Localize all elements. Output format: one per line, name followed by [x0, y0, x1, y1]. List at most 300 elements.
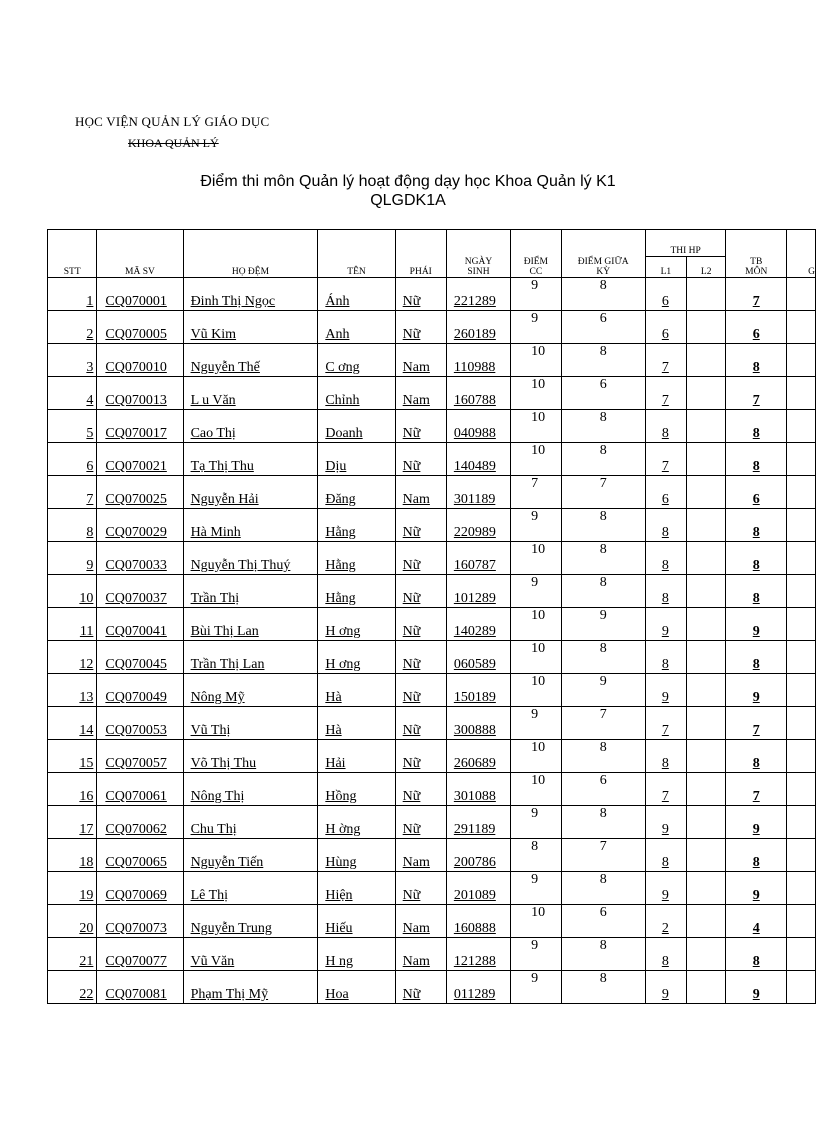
- row-tb-mon: [726, 311, 787, 344]
- row-phai-text: Nữ: [402, 657, 421, 672]
- row-tb-mon-text: 9: [752, 822, 760, 837]
- row-tb-mon-text: 8: [752, 855, 760, 870]
- row-diem-cc: [511, 905, 562, 938]
- row-ma-sv: [97, 344, 183, 377]
- row-ho-dem-text: Võ Thị Thu: [190, 756, 257, 771]
- row-extra: [787, 344, 816, 377]
- row-l1: [645, 377, 686, 410]
- col-phai: PHÁI: [395, 230, 446, 278]
- row-ten-text: Hoa: [325, 987, 349, 1002]
- row-extra: [787, 641, 816, 674]
- row-tb-mon-text: 8: [752, 954, 760, 969]
- row-tb-mon-text: 8: [752, 591, 760, 606]
- row-l1-text: 7: [661, 393, 669, 408]
- row-ho-dem: [183, 806, 318, 839]
- row-l2: [686, 641, 726, 674]
- row-ma-sv-text: CQ070037: [105, 591, 167, 606]
- row-ngay-sinh: [446, 410, 510, 443]
- row-ho-dem-text: Vũ Thị: [190, 723, 231, 738]
- row-ho-dem: [183, 707, 318, 740]
- row-diem-cc: [511, 707, 562, 740]
- row-phai: [395, 443, 446, 476]
- row-ngay-sinh: [446, 740, 510, 773]
- table-row: [48, 872, 816, 905]
- row-tb-mon: [726, 410, 787, 443]
- row-stt: [48, 641, 97, 674]
- row-ten: [318, 311, 395, 344]
- row-ten-text: Hà: [325, 723, 342, 738]
- row-diem-cc-text: 9: [531, 575, 539, 590]
- row-l1-text: 8: [661, 591, 669, 606]
- row-l1-text: 8: [661, 525, 669, 540]
- row-l2: [686, 509, 726, 542]
- title-line-2: QLGDK1A: [370, 192, 446, 209]
- col-ma-sv: MÃ SV: [97, 230, 183, 278]
- row-phai: [395, 740, 446, 773]
- table-row: [48, 608, 816, 641]
- row-ma-sv-text: CQ070069: [105, 888, 167, 903]
- row-ho-dem: [183, 410, 318, 443]
- row-diem-cc: [511, 410, 562, 443]
- row-diem-giua-ky: [561, 608, 645, 641]
- row-stt-text: 21: [79, 954, 94, 969]
- row-l1-text: 7: [661, 723, 669, 738]
- row-tb-mon: [726, 971, 787, 1004]
- row-extra: [787, 773, 816, 806]
- row-diem-giua-ky-text: 8: [599, 344, 607, 359]
- row-stt-text: 5: [86, 426, 94, 441]
- row-diem-cc-text: 9: [531, 707, 539, 722]
- row-ma-sv-text: CQ070025: [105, 492, 167, 507]
- row-diem-cc: [511, 641, 562, 674]
- row-phai-text: Nữ: [402, 591, 421, 606]
- row-phai: [395, 806, 446, 839]
- row-ten: [318, 641, 395, 674]
- table-row: [48, 773, 816, 806]
- row-phai-text: Nữ: [402, 426, 421, 441]
- row-ho-dem-text: Nguyễn Hải: [190, 492, 259, 507]
- row-tb-mon: [726, 839, 787, 872]
- row-diem-cc: [511, 608, 562, 641]
- col-ngay-sinh: NGÀY SINH: [446, 230, 510, 278]
- row-stt-text: 14: [79, 723, 94, 738]
- row-ten: [318, 377, 395, 410]
- row-ho-dem-text: Nguyễn Trung: [190, 921, 272, 936]
- row-ma-sv-text: CQ070049: [105, 690, 167, 705]
- row-ngay-sinh: [446, 905, 510, 938]
- row-l1: [645, 608, 686, 641]
- row-stt-text: 17: [79, 822, 94, 837]
- row-stt-text: 1: [86, 294, 94, 309]
- row-diem-cc-text: 10: [531, 344, 546, 359]
- row-phai-text: Nữ: [402, 756, 421, 771]
- row-ho-dem-text: Phạm Thị Mỹ: [190, 987, 269, 1002]
- row-diem-cc: [511, 542, 562, 575]
- row-diem-cc-text: 10: [531, 674, 546, 689]
- row-ngay-sinh-text: 291189: [453, 822, 496, 837]
- row-l2: [686, 608, 726, 641]
- row-phai: [395, 377, 446, 410]
- row-ma-sv: [97, 740, 183, 773]
- row-ten: [318, 806, 395, 839]
- row-ho-dem: [183, 971, 318, 1004]
- row-stt-text: 15: [79, 756, 94, 771]
- row-tb-mon-text: 8: [752, 360, 760, 375]
- row-phai: [395, 410, 446, 443]
- row-phai: [395, 641, 446, 674]
- row-extra: [787, 509, 816, 542]
- row-ho-dem: [183, 938, 318, 971]
- row-ma-sv-text: CQ070021: [105, 459, 167, 474]
- row-tb-mon-text: 9: [752, 690, 760, 705]
- row-tb-mon-text: 7: [752, 294, 760, 309]
- row-ngay-sinh: [446, 971, 510, 1004]
- row-ho-dem-text: Nông Thị: [190, 789, 245, 804]
- row-l1-text: 8: [661, 426, 669, 441]
- row-phai: [395, 344, 446, 377]
- row-phai-text: Nữ: [402, 327, 421, 342]
- table-row: [48, 476, 816, 509]
- row-diem-giua-ky: [561, 278, 645, 311]
- row-diem-cc: [511, 443, 562, 476]
- row-diem-giua-ky-text: 8: [599, 641, 607, 656]
- row-ngay-sinh-text: 260189: [453, 327, 496, 342]
- table-row: [48, 278, 816, 311]
- row-tb-mon-text: 7: [752, 789, 760, 804]
- row-ma-sv-text: CQ070065: [105, 855, 167, 870]
- row-diem-giua-ky-text: 6: [599, 773, 607, 788]
- row-tb-mon: [726, 443, 787, 476]
- row-tb-mon: [726, 509, 787, 542]
- row-ma-sv: [97, 773, 183, 806]
- row-ten: [318, 344, 395, 377]
- row-ma-sv: [97, 707, 183, 740]
- row-ngay-sinh-text: 121288: [453, 954, 496, 969]
- row-diem-giua-ky-text: 7: [599, 707, 607, 722]
- row-ma-sv: [97, 443, 183, 476]
- row-tb-mon-text: 4: [752, 921, 760, 936]
- row-stt-text: 11: [79, 624, 94, 639]
- row-extra: [787, 707, 816, 740]
- row-ma-sv: [97, 311, 183, 344]
- row-diem-cc: [511, 311, 562, 344]
- row-diem-giua-ky: [561, 344, 645, 377]
- table-row: [48, 377, 816, 410]
- row-tb-mon-text: 8: [752, 459, 760, 474]
- row-l1: [645, 476, 686, 509]
- row-ma-sv-text: CQ070061: [105, 789, 167, 804]
- row-l2: [686, 410, 726, 443]
- row-stt-text: 22: [79, 987, 94, 1002]
- row-diem-giua-ky: [561, 674, 645, 707]
- row-l1: [645, 707, 686, 740]
- row-diem-giua-ky-text: 8: [599, 443, 607, 458]
- row-diem-cc-text: 10: [531, 773, 546, 788]
- row-stt-text: 19: [79, 888, 94, 903]
- row-ten: [318, 740, 395, 773]
- table-row: [48, 542, 816, 575]
- row-diem-cc: [511, 740, 562, 773]
- row-diem-giua-ky-text: 8: [599, 410, 607, 425]
- row-l2: [686, 773, 726, 806]
- row-extra: [787, 443, 816, 476]
- row-ten: [318, 773, 395, 806]
- row-stt-text: 9: [86, 558, 94, 573]
- page-title: [0, 172, 816, 210]
- row-phai: [395, 278, 446, 311]
- row-phai: [395, 476, 446, 509]
- row-diem-giua-ky: [561, 311, 645, 344]
- row-tb-mon-text: 6: [752, 327, 760, 342]
- row-phai: [395, 509, 446, 542]
- row-ho-dem: [183, 905, 318, 938]
- row-tb-mon-text: 6: [752, 492, 760, 507]
- row-l2: [686, 707, 726, 740]
- row-l2: [686, 872, 726, 905]
- row-diem-cc-text: 9: [531, 509, 539, 524]
- row-ten-text: Ánh: [325, 294, 350, 309]
- row-phai: [395, 707, 446, 740]
- row-ten: [318, 575, 395, 608]
- row-extra: [787, 608, 816, 641]
- row-ho-dem: [183, 344, 318, 377]
- row-l1-text: 8: [661, 657, 669, 672]
- row-ten-text: Hùng: [325, 855, 357, 870]
- row-ma-sv: [97, 509, 183, 542]
- row-ten-text: Hằng: [325, 558, 356, 573]
- row-phai-text: Nữ: [402, 723, 421, 738]
- row-diem-cc: [511, 872, 562, 905]
- row-tb-mon-text: 9: [752, 987, 760, 1002]
- row-ngay-sinh-text: 201089: [453, 888, 496, 903]
- row-ngay-sinh-text: 140289: [453, 624, 496, 639]
- row-ma-sv: [97, 839, 183, 872]
- row-phai-text: Nam: [402, 954, 430, 969]
- row-ngay-sinh-text: 200786: [453, 855, 496, 870]
- row-diem-cc-text: 10: [531, 542, 546, 557]
- row-phai: [395, 773, 446, 806]
- row-ma-sv: [97, 905, 183, 938]
- row-stt-text: 4: [86, 393, 94, 408]
- row-l1: [645, 641, 686, 674]
- row-ho-dem-text: Nông Mỹ: [190, 690, 245, 705]
- row-ma-sv-text: CQ070033: [105, 558, 167, 573]
- row-diem-giua-ky: [561, 905, 645, 938]
- row-diem-giua-ky: [561, 509, 645, 542]
- row-ngay-sinh-text: 160787: [453, 558, 496, 573]
- table-row: [48, 575, 816, 608]
- row-ma-sv: [97, 278, 183, 311]
- grades-table: [47, 229, 816, 1004]
- table-row: [48, 641, 816, 674]
- table-row: [48, 674, 816, 707]
- row-stt: [48, 344, 97, 377]
- row-stt: [48, 905, 97, 938]
- row-stt: [48, 542, 97, 575]
- row-ma-sv: [97, 377, 183, 410]
- row-l1-text: 8: [661, 756, 669, 771]
- row-ten: [318, 542, 395, 575]
- col-ho-dem: HỌ ĐỆM: [183, 230, 318, 278]
- row-ngay-sinh: [446, 575, 510, 608]
- row-stt: [48, 476, 97, 509]
- row-ma-sv-text: CQ070010: [105, 360, 167, 375]
- row-diem-giua-ky-text: 8: [599, 938, 607, 953]
- row-diem-giua-ky-text: 9: [599, 674, 607, 689]
- row-l1: [645, 542, 686, 575]
- row-extra: [787, 476, 816, 509]
- row-ten: [318, 443, 395, 476]
- row-diem-giua-ky: [561, 806, 645, 839]
- row-l1-text: 8: [661, 855, 669, 870]
- row-ten: [318, 905, 395, 938]
- row-stt-text: 3: [86, 360, 94, 375]
- row-ten-text: Anh: [325, 327, 350, 342]
- row-diem-giua-ky-text: 6: [599, 905, 607, 920]
- row-diem-cc-text: 10: [531, 740, 546, 755]
- row-l1-text: 2: [661, 921, 669, 936]
- row-tb-mon: [726, 641, 787, 674]
- row-stt: [48, 740, 97, 773]
- row-phai-text: Nam: [402, 393, 430, 408]
- row-stt-text: 8: [86, 525, 94, 540]
- row-ngay-sinh: [446, 443, 510, 476]
- row-ten: [318, 938, 395, 971]
- row-ho-dem: [183, 443, 318, 476]
- row-diem-cc-text: 7: [531, 476, 539, 491]
- row-diem-giua-ky-text: 8: [599, 971, 607, 986]
- row-diem-cc-text: 9: [531, 938, 539, 953]
- row-ma-sv: [97, 542, 183, 575]
- row-diem-giua-ky-text: 8: [599, 575, 607, 590]
- row-l1-text: 6: [661, 294, 669, 309]
- row-ngay-sinh: [446, 344, 510, 377]
- row-phai-text: Nam: [402, 492, 430, 507]
- row-ma-sv: [97, 641, 183, 674]
- row-stt: [48, 806, 97, 839]
- row-ma-sv-text: CQ070045: [105, 657, 167, 672]
- row-ngay-sinh: [446, 608, 510, 641]
- row-diem-cc: [511, 476, 562, 509]
- row-l1: [645, 311, 686, 344]
- row-l1-text: 6: [661, 327, 669, 342]
- row-l2: [686, 476, 726, 509]
- row-phai: [395, 938, 446, 971]
- row-l2: [686, 344, 726, 377]
- row-stt-text: 20: [79, 921, 94, 936]
- row-l1-text: 8: [661, 954, 669, 969]
- row-stt: [48, 575, 97, 608]
- row-stt-text: 6: [86, 459, 94, 474]
- row-phai: [395, 311, 446, 344]
- row-ngay-sinh-text: 221289: [453, 294, 496, 309]
- table-row: [48, 509, 816, 542]
- row-phai: [395, 839, 446, 872]
- row-l1-text: 9: [661, 690, 669, 705]
- row-l1: [645, 410, 686, 443]
- title-line-1: Điểm thi môn Quản lý hoạt động dạy học Khoa Quản lý K1: [200, 173, 616, 190]
- row-ngay-sinh: [446, 377, 510, 410]
- row-l1: [645, 905, 686, 938]
- row-ten: [318, 707, 395, 740]
- row-ten-text: Doanh: [325, 426, 363, 441]
- row-ho-dem-text: Chu Thị: [190, 822, 237, 837]
- row-ma-sv-text: CQ070001: [105, 294, 167, 309]
- row-ten: [318, 278, 395, 311]
- row-diem-giua-ky-text: 8: [599, 278, 607, 293]
- row-diem-giua-ky: [561, 773, 645, 806]
- row-l2: [686, 971, 726, 1004]
- row-tb-mon: [726, 740, 787, 773]
- row-ho-dem: [183, 377, 318, 410]
- row-phai-text: Nữ: [402, 624, 421, 639]
- row-ho-dem-text: Nguyễn Thế: [190, 360, 260, 375]
- row-tb-mon-text: 8: [752, 756, 760, 771]
- row-diem-giua-ky: [561, 410, 645, 443]
- row-tb-mon: [726, 938, 787, 971]
- row-ten-text: H ơng: [325, 657, 361, 672]
- row-ho-dem-text: Vũ Kim: [190, 327, 237, 342]
- row-ngay-sinh-text: 300888: [453, 723, 496, 738]
- row-diem-cc: [511, 674, 562, 707]
- row-ma-sv: [97, 608, 183, 641]
- col-tb-mon: TB MÔN: [726, 230, 787, 278]
- row-ten-text: Hiện: [325, 888, 353, 903]
- row-ma-sv: [97, 410, 183, 443]
- row-ho-dem-text: Tạ Thị Thu: [190, 459, 254, 474]
- row-phai-text: Nam: [402, 855, 430, 870]
- row-ho-dem: [183, 839, 318, 872]
- row-ho-dem: [183, 773, 318, 806]
- row-diem-cc-text: 9: [531, 311, 539, 326]
- row-diem-cc-text: 9: [531, 971, 539, 986]
- row-tb-mon: [726, 608, 787, 641]
- row-diem-giua-ky: [561, 971, 645, 1004]
- row-diem-cc-text: 10: [531, 641, 546, 656]
- row-diem-giua-ky-text: 6: [599, 377, 607, 392]
- table-row: [48, 905, 816, 938]
- row-ten: [318, 971, 395, 1004]
- row-ngay-sinh-text: 160888: [453, 921, 496, 936]
- row-stt-text: 13: [79, 690, 94, 705]
- row-ngay-sinh: [446, 641, 510, 674]
- row-ma-sv: [97, 806, 183, 839]
- row-l1-text: 9: [661, 822, 669, 837]
- row-tb-mon-text: 8: [752, 657, 760, 672]
- row-diem-giua-ky-text: 6: [599, 311, 607, 326]
- row-diem-cc: [511, 377, 562, 410]
- row-extra: [787, 971, 816, 1004]
- row-diem-giua-ky-text: 8: [599, 740, 607, 755]
- row-l1-text: 7: [661, 360, 669, 375]
- row-diem-giua-ky-text: 8: [599, 806, 607, 821]
- row-stt: [48, 839, 97, 872]
- row-diem-giua-ky: [561, 476, 645, 509]
- row-stt: [48, 938, 97, 971]
- row-diem-giua-ky: [561, 542, 645, 575]
- row-ngay-sinh: [446, 476, 510, 509]
- row-diem-cc-text: 10: [531, 377, 546, 392]
- row-diem-cc: [511, 575, 562, 608]
- row-phai-text: Nữ: [402, 987, 421, 1002]
- row-ho-dem-text: Lê Thị: [190, 888, 229, 903]
- row-phai: [395, 674, 446, 707]
- row-tb-mon: [726, 674, 787, 707]
- row-l2: [686, 377, 726, 410]
- row-ma-sv-text: CQ070005: [105, 327, 167, 342]
- row-l1-text: 7: [661, 459, 669, 474]
- row-stt: [48, 509, 97, 542]
